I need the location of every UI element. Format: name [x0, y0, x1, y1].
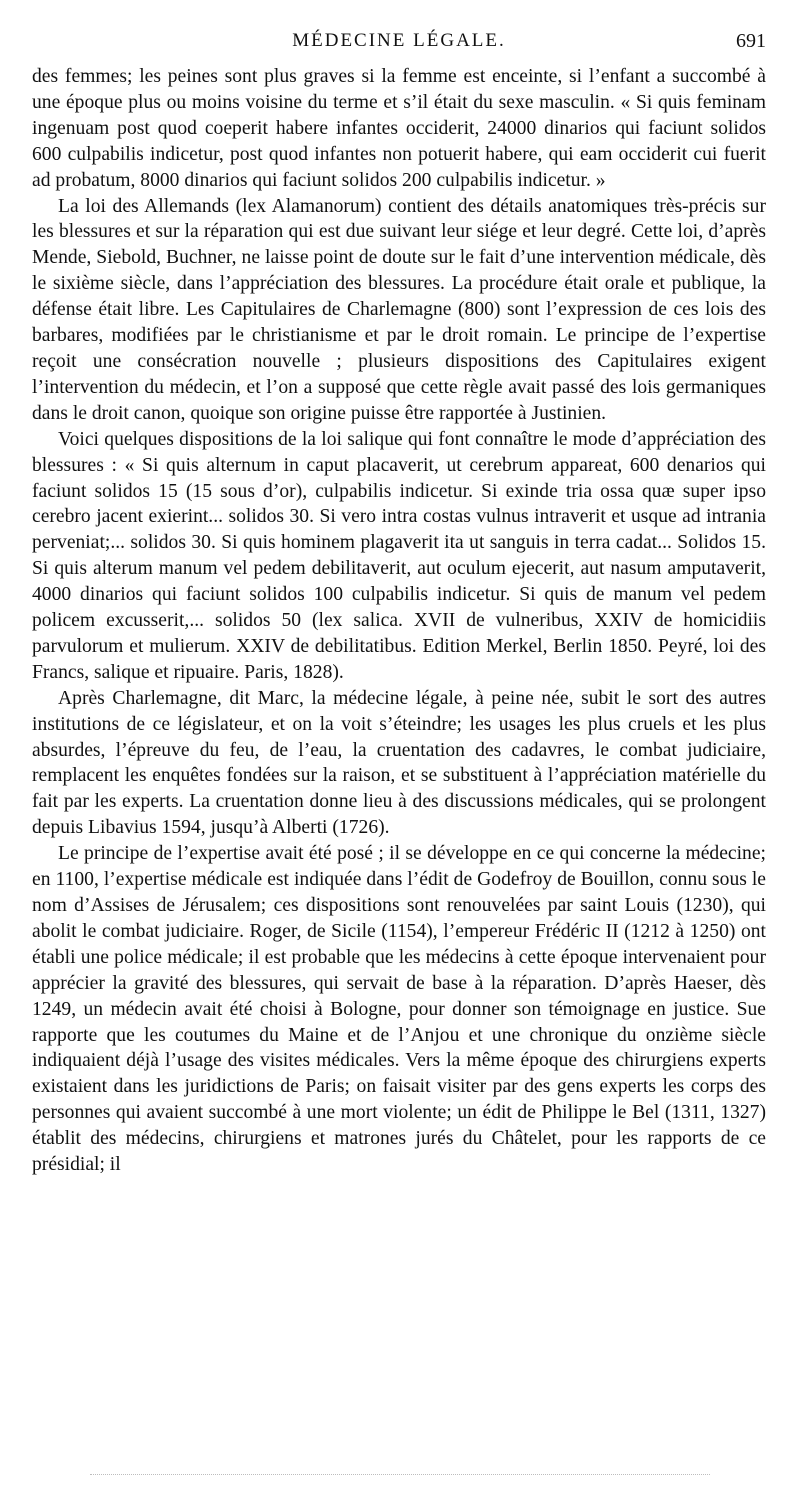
paragraph-apres-charlemagne: Après Charlemagne, dit Marc, la médecine légale, à peine née, subit le sort des autres institutions de ce législateur, et on la voit s’éteindre; les usages les plus cruels et les plus absurdes, l’épreuve du feu, de l’eau, la cruentation des cadavres, le combat judiciaire, remplacent les enquêtes fondées sur la raison, et se substituent à l’appréciation matérielle du fait par les experts. La cruentation donne lieu à des discussions médicales, qui se prolongent depuis Libavius 1594, jusqu’à Alberti (1726).	[32, 687, 766, 839]
paragraph-continuation: des femmes; les peines sont plus graves si la femme est enceinte, si l’enfant a succombé à une époque plus ou moins voisine du terme et s’il était du sexe masculin. « Si quis feminam ingenuam post quod coeperit habere infantes occiderit, 24000 dinarios qui faciunt solidos 600 culpabilis indicetur, post quod infantes non potuerit habere, qui eam occiderit cui fuerit ad probatum, 8000 dinarios qui faciunt solidos 200 culpabilis indicetur. »	[32, 66, 766, 191]
page-number: 691	[736, 30, 766, 52]
paragraph-lex-alamanorum: La loi des Allemands (lex Alamanorum) contient des détails anatomiques très-précis sur les blessures et sur la réparation qui est due suivant leur siége et leur degré. Cette loi, d’après Mende, Siebold, Buchner, ne laisse point de doute sur le fait d’une intervention médicale, dès le sixième siècle, dans l’appréciation des blessures. La procédure était orale et publique, la défense était libre. Les Capitulaires de Charlemagne (800) sont l’expression de ces lois des barbares, modifiées par le christianisme et par le droit romain. Le principe de l’expertise reçoit une consécration nouvelle ; plusieurs dispositions des Capitulaires exigent l’intervention du médecin, et l’on a supposé que cette règle avait passé des lois germaniques dans le droit canon, quoique son origine puisse être rapportée à Justinien.	[32, 195, 766, 424]
page-header	[32, 30, 766, 60]
paragraph-principe-expertise: Le principe de l’expertise avait été posé ; il se développe en ce qui concerne la médecine; en 1100, l’expertise médicale est indiquée dans l’édit de Godefroy de Bouillon, connu sous le nom d’Assises de Jérusalem; ces dispositions sont renouvelées par saint Louis (1230), qui abolit le combat judiciaire. Roger, de Sicile (1154), l’empereur Frédéric II (1212 à 1250) ont établi une police médicale; il est probable que les médecins à cette époque intervenaient pour apprécier la gravité des blessures, qui servait de base à la réparation. D’après Haeser, dès 1249, un médecin avait été choisi à Bologne, pour donner son témoignage en justice. Sue rapporte que les coutumes du Maine et de l’Anjou et une chronique du onzième siècle indiquaient déjà l’usage des visites médicales. Vers la même époque des chirurgiens experts existaient dans les juridictions de Paris; on faisait visiter par des gens experts les corps des personnes qui avaient succombé à une mort violente; un édit de Philippe le Bel (1311, 1327) établit des médecins, chirurgiens et matrones jurés du Châtelet, pour les rapports de ce présidial; il	[32, 843, 766, 1176]
footer-rule	[90, 1474, 710, 1475]
paragraph-loi-salique: Voici quelques dispositions de la loi salique qui font connaître le mode d’appréciation des blessures : « Si quis alternum in caput placaverit, ut cerebrum appareat, 600 denarios qui faciunt solidos 15 (15 sous d’or), culpabilis indicetur. Si exinde tria ossa quæ super ipso cerebro jacent exierint... solidos 30. Si vero intra costas vulnus intraverit et usque ad intrania perveniat;... solidos 30. Si quis hominem plagaverit ita ut sanguis in terra cadat... Solidos 15. Si quis alterum manum vel pedem debilitaverit, aut oculum ejecerit, aut nasum amputaverit, 4000 dinarios qui faciunt solidos 100 culpabilis indicetur. Si quis de manum vel pedem policem excusserit,... solidos 50 (lex salica. XVII de vulneribus, XXIV de homicidiis parvulorum et mulierum. XXIV de debilitatibus. Edition Merkel, Berlin 1850. Peyré, loi des Francs, salique et ripuaire. Paris, 1828).	[32, 428, 766, 683]
body-text	[32, 64, 766, 1178]
running-title: MÉDECINE LÉGALE.	[292, 30, 506, 51]
